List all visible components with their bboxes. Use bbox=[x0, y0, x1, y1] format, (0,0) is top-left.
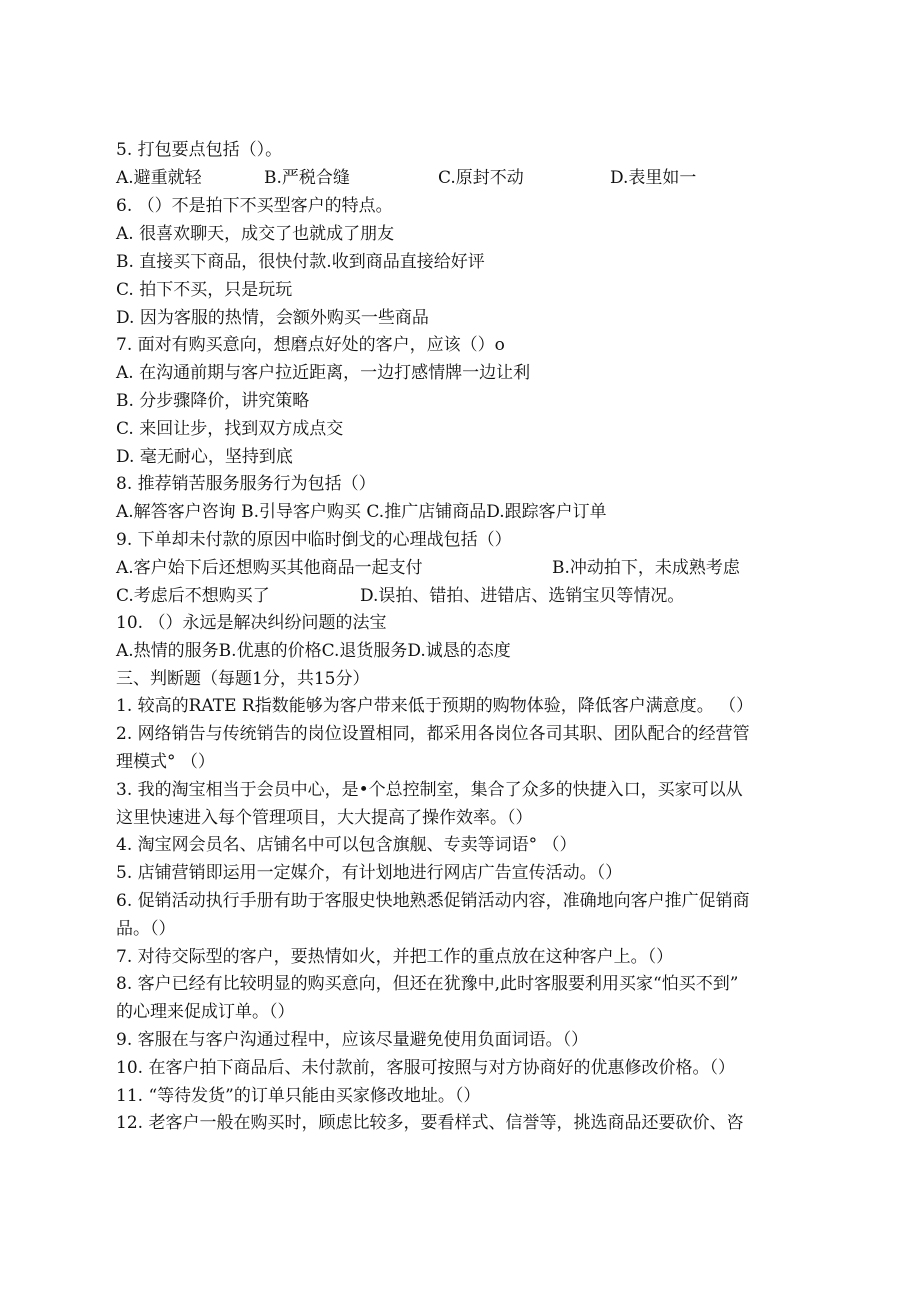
question-8-stem: 8. 推荐销苦服务服务行为包括（） bbox=[116, 474, 376, 494]
question-10-options: A.热情的服务B.优惠的价格C.退货服务D.诚恳的态度 bbox=[116, 641, 511, 661]
question-5-option-d: D.表里如一 bbox=[610, 168, 697, 188]
question-6-option-b: B. 直接买下商品，很快付款.收到商品直接给好评 bbox=[116, 252, 485, 272]
tf-line: 4. 淘宝网会员名、店铺名中可以包含旗舰、专卖等词语° （） bbox=[116, 835, 577, 855]
tf-line: 2. 网络销告与传统销告的岗位设置相同，都采用各岗位各司其职、团队配合的经营管 bbox=[116, 724, 750, 744]
question-6-option-c: C. 拍下不买，只是玩玩 bbox=[116, 280, 293, 300]
question-6-option-a: A. 很喜欢聊天，成交了也就成了朋友 bbox=[116, 224, 395, 244]
tf-line: 这里快速进入每个管理项目，大大提高了操作效率。（） bbox=[116, 808, 533, 828]
tf-line: 11. “等待发货”的订单只能由买家修改地址。（） bbox=[116, 1086, 481, 1106]
question-5-option-c: C.原封不动 bbox=[438, 168, 524, 188]
question-7-option-a: A. 在沟通前期与客户拉近距离，一边打感情牌一边让利 bbox=[116, 363, 531, 383]
tf-line: 5. 店铺营销即运用一定媒介，有计划地进行网店广告宣传活动。（） bbox=[116, 863, 623, 883]
question-6-option-d: D. 因为客服的热情，会额外购买一些商品 bbox=[116, 308, 429, 328]
tf-line: 3. 我的淘宝相当于会员中心，是•个总控制室，集合了众多的快捷入口，买家可以从 bbox=[116, 780, 743, 800]
tf-line: 8. 客户已经有比较明显的购买意向，但还在犹豫中,此时客服要利用买家“怕买不到” bbox=[116, 974, 739, 994]
question-5-option-a: A.避重就轻 bbox=[116, 168, 202, 188]
tf-line: 7. 对待交际型的客户，要热情如火，并把工作的重点放在这种客户上。（） bbox=[116, 947, 674, 967]
tf-line: 6. 促销活动执行手册有助于客服史快地熟悉促销活动内容，准确地向客户推广促销商 bbox=[116, 891, 750, 911]
question-7-option-c: C. 来回让步，找到双方成点交 bbox=[116, 419, 344, 439]
question-7-option-d: D. 毫无耐心，坚持到底 bbox=[116, 447, 293, 467]
tf-line: 品。（） bbox=[116, 919, 176, 939]
question-10-stem: 10. （）永远是解决纠纷问题的法宝 bbox=[116, 613, 387, 633]
tf-line: 10. 在客户拍下商品后、未付款前，客服可按照与对方协商好的优惠修改价格。（） bbox=[116, 1058, 735, 1078]
question-9-option-d: D.误拍、错拍、进错店、选销宝贝等情况。 bbox=[360, 586, 685, 606]
tf-line: 1. 较高的RATE R指数能够为客户带来低于预期的购物体验，降低客户满意度。 （） bbox=[116, 696, 754, 716]
tf-line: 理模式° （） bbox=[116, 752, 215, 772]
tf-line: 9. 客服在与客户沟通过程中，应该尽量避免使用负面词语。（） bbox=[116, 1030, 589, 1050]
question-5-stem: 5. 打包要点包括（）。 bbox=[116, 140, 283, 160]
question-7-option-b: B. 分步骤降价，讲究策略 bbox=[116, 391, 310, 411]
tf-line: 的心理来促成订单。（） bbox=[116, 1002, 295, 1022]
question-9-option-a: A.客户始下后还想购买其他商品一起支付 bbox=[116, 558, 423, 578]
question-8-options: A.解答客户咨询 B.引导客户购买 C.推广店铺商品D.跟踪客户订单 bbox=[116, 502, 607, 522]
question-9-option-c: C.考虑后不想购买了 bbox=[116, 586, 270, 606]
tf-line: 12. 老客户一般在购买时，顾虑比较多，要看样式、信誉等，挑选商品还要砍价、咨 bbox=[116, 1113, 744, 1133]
question-9-option-b: B.冲动拍下，未成熟考虑 bbox=[552, 558, 740, 578]
question-9-stem: 9. 下单却未付款的原因中临时倒戈的心理战包括（） bbox=[116, 530, 512, 550]
question-7-stem: 7. 面对有购买意向，想磨点好处的客户，应该（）o bbox=[116, 335, 505, 355]
section-heading: 三、判断题（每题1分，共15分） bbox=[116, 669, 370, 689]
question-6-stem: 6. （）不是拍下不买型客户的特点。 bbox=[116, 196, 393, 216]
question-5-option-b: B.严税合缝 bbox=[264, 168, 350, 188]
